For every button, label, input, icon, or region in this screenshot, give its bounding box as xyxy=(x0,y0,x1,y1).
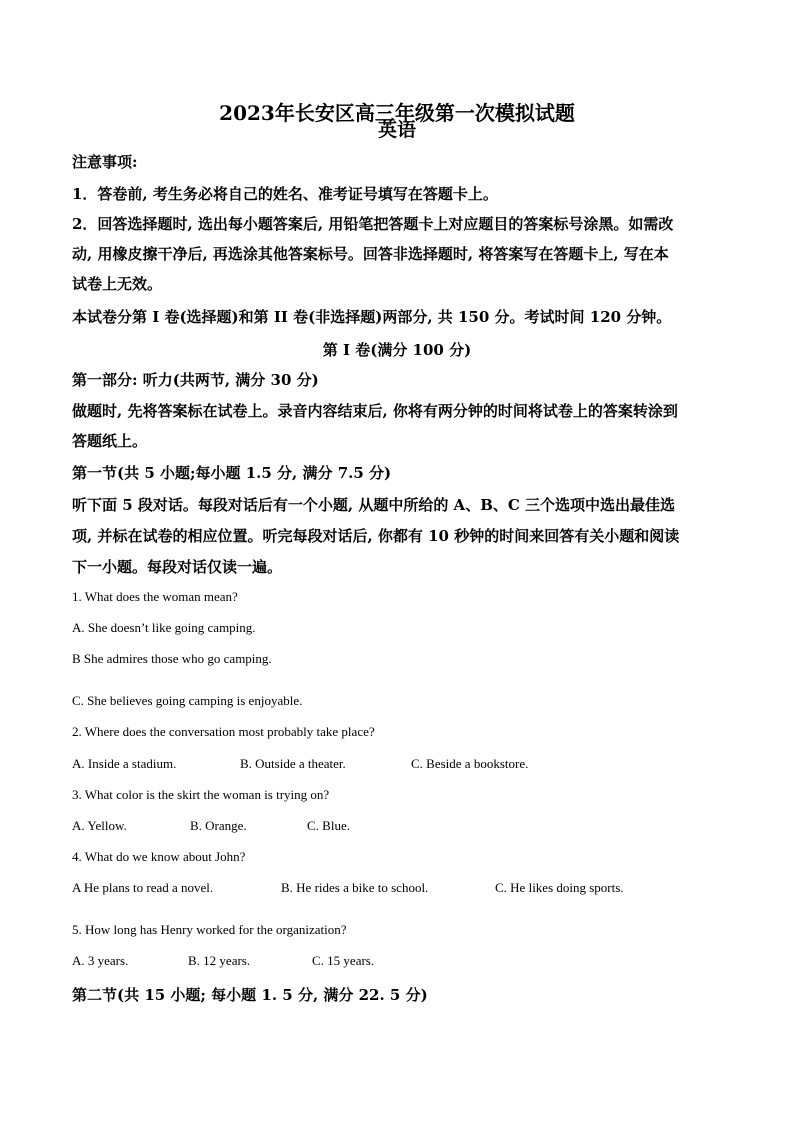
question-1-option-b: B She admires those who go camping. xyxy=(72,651,272,666)
question-2-stem: 2. Where does the conversation most probably take place? xyxy=(72,724,375,739)
section-1-instruction-line-2: 项, 并标在试卷的相应位置。听完每段对话后, 你都有 10 秒钟的时间来回答有关小题和阅读 xyxy=(72,527,680,545)
exam-title: 2023年长安区高三年级第一次模拟试题 xyxy=(219,101,575,125)
question-4-stem: 4. What do we know about John? xyxy=(72,849,246,864)
section-2-heading: 第二节(共 15 小题; 每小题 1. 5 分, 满分 22. 5 分) xyxy=(72,986,428,1004)
part-1-heading: 第一部分: 听力(共两节, 满分 30 分) xyxy=(72,371,319,389)
question-2-option-b: B. Outside a theater. xyxy=(240,756,346,771)
notice-item-1: 1．答卷前, 考生务必将自己的姓名、准考证号填写在答题卡上。 xyxy=(72,185,498,203)
question-3-option-c: C. Blue. xyxy=(307,818,350,833)
question-3-option-a: A. Yellow. xyxy=(72,818,127,833)
question-5-option-c: C. 15 years. xyxy=(312,953,375,968)
part-1-instruction-line-1: 做题时, 先将答案标在试卷上。录音内容结束后, 你将有两分钟的时间将试卷上的答案转涂到 xyxy=(72,402,678,420)
question-5-option-b: B. 12 years. xyxy=(188,953,251,968)
question-4-option-c: C. He likes doing sports. xyxy=(495,880,624,895)
section-1-instruction-line-1: 听下面 5 段对话。每段对话后有一个小题, 从题中所给的 A、B、C 三个选项中选出最佳选 xyxy=(72,496,676,514)
question-4-option-a: A He plans to read a novel. xyxy=(72,880,214,895)
notice-heading: 注意事项: xyxy=(72,153,138,171)
section-1-instruction-line-3: 下一小题。每段对话仅读一遍。 xyxy=(72,558,283,576)
notice-item-2-line-3: 试卷上无效。 xyxy=(72,275,163,293)
part-1-instruction-line-2: 答题纸上。 xyxy=(72,432,148,450)
question-3-option-b: B. Orange. xyxy=(190,818,247,833)
question-4-option-b: B. He rides a bike to school. xyxy=(281,880,429,895)
question-3-stem: 3. What color is the skirt the woman is trying on? xyxy=(72,787,330,802)
subject-title: 英语 xyxy=(377,119,416,141)
volume-heading: 第 I 卷(满分 100 分) xyxy=(322,341,472,359)
paper-info: 本试卷分第 I 卷(选择题)和第 II 卷(非选择题)两部分, 共 150 分。考试时间 120 分钟。 xyxy=(72,308,672,326)
question-2-option-c: C. Beside a bookstore. xyxy=(411,756,529,771)
question-1-option-c: C. She believes going camping is enjoyable. xyxy=(72,693,303,708)
notice-item-2-line-1: 2．回答选择题时, 选出每小题答案后, 用铅笔把答题卡上对应题目的答案标号涂黑。如需改 xyxy=(72,215,674,233)
section-1-heading: 第一节(共 5 小题;每小题 1.5 分, 满分 7.5 分) xyxy=(72,464,392,482)
question-5-stem: 5. How long has Henry worked for the organization? xyxy=(72,922,347,937)
question-1-stem: 1. What does the woman mean? xyxy=(72,589,238,604)
question-5-option-a: A. 3 years. xyxy=(72,953,129,968)
notice-item-2-line-2: 动, 用橡皮擦干净后, 再选涂其他答案标号。回答非选择题时, 将答案写在答题卡上, 写在本 xyxy=(72,245,669,263)
question-2-option-a: A. Inside a stadium. xyxy=(72,756,177,771)
question-1-option-a: A. She doesn’t like going camping. xyxy=(72,620,256,635)
